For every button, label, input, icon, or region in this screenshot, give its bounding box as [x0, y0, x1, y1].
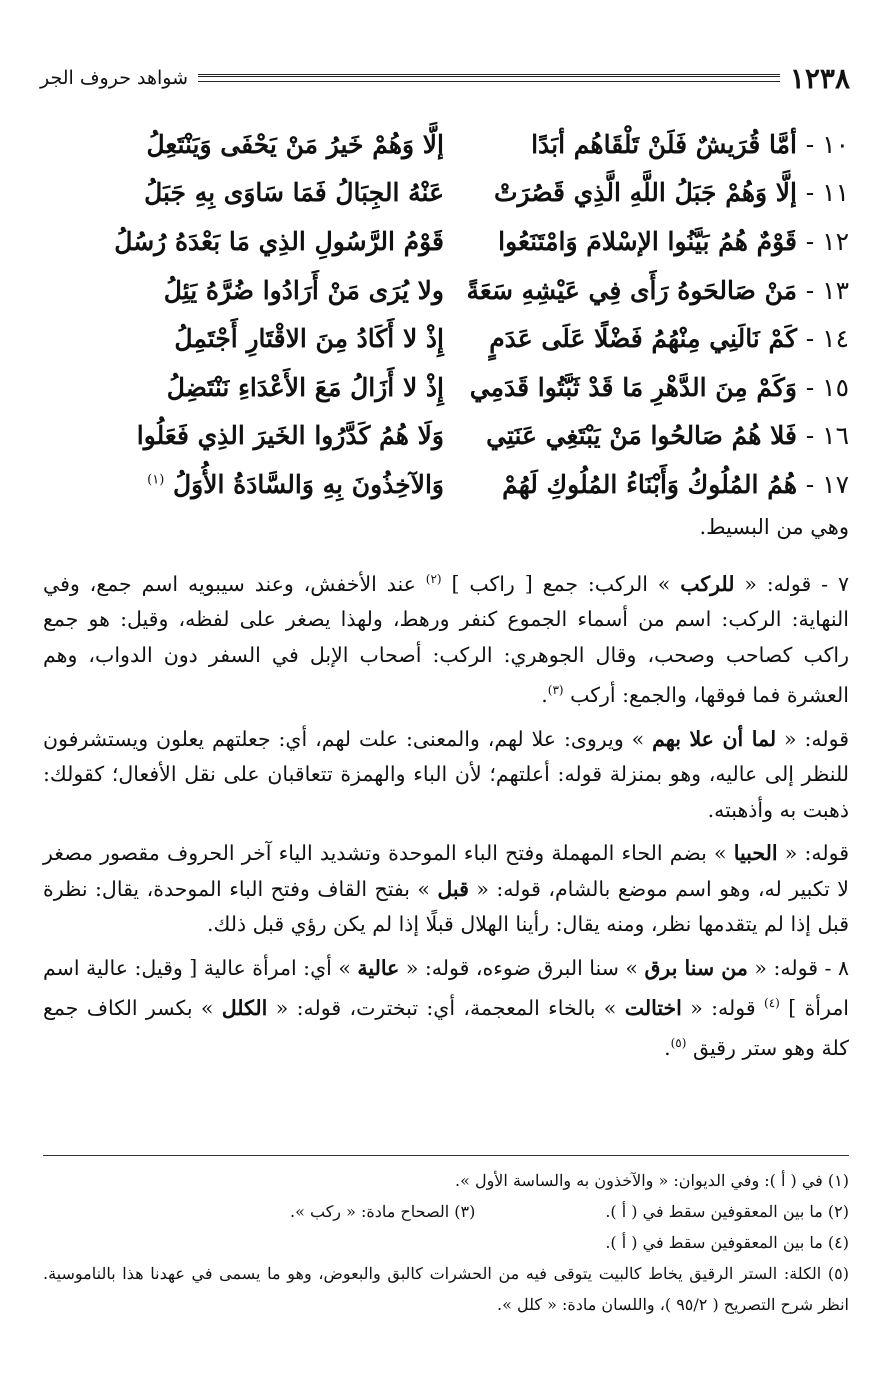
page-header: [40, 58, 850, 98]
header-rule: [198, 74, 780, 82]
footnote-3-text: (٣) الصحاح مادة: « ركب ».: [290, 1202, 476, 1221]
verse-second-text: قَوْمُ الرَّسُولِ الذِي مَا بَعْدَهُ رُسُلُ: [114, 226, 444, 256]
footnote-5: [43, 1258, 849, 1320]
verse-second-hemistich: [44, 130, 444, 159]
paragraph-text: قوله: «: [777, 841, 849, 866]
verse-line: [44, 120, 849, 169]
verse-number: ١٣ -: [805, 275, 849, 305]
verse-first-text: هُمُ المُلُوكُ وَأَبْنَاءُ المُلُوكِ لَهُمْ: [502, 469, 798, 499]
commentary-paragraph: [43, 562, 849, 714]
verse-first-hemistich: [459, 178, 849, 207]
paragraph-text: » بضم الحاء المهملة وفتح الباء الموحدة وتشديد الياء آخر الحروف مقصور مصغر لا تكبير له، وهو اسم موضع بالشام، قوله: «: [43, 841, 849, 901]
verse-first-hemistich: [459, 324, 849, 353]
paragraph-text: » سنا البرق ضوءه، قوله: «: [399, 955, 645, 980]
verse-first-hemistich: [459, 470, 849, 499]
verse-first-hemistich: [459, 276, 849, 305]
footnote-1-text: (١) في ( أ ): وفي الديوان: « والآخذون به والساسة الأول ».: [454, 1171, 849, 1190]
highlighted-term: قبل: [437, 876, 469, 901]
verse-line: [44, 217, 849, 266]
footnote-4: [43, 1227, 849, 1258]
verse-number: ١٧ -: [805, 469, 849, 499]
highlighted-term: لما أن علا بهم: [652, 726, 777, 751]
commentary-paragraph: [43, 951, 849, 1067]
highlighted-term: الحبيا: [733, 841, 778, 866]
verse-second-hemistich: [44, 373, 444, 402]
footnote-ref: (٢): [425, 572, 442, 586]
verse-number: ١٤ -: [805, 324, 849, 354]
verse-number: ١٠ -: [805, 129, 849, 159]
verse-line: [44, 266, 849, 315]
verse-second-hemistich: [44, 178, 444, 207]
verse-first-hemistich: [459, 227, 849, 256]
footnote-divider: [43, 1155, 849, 1156]
paragraph-text: ٨ - قوله: «: [747, 955, 849, 980]
highlighted-term: الكلل: [221, 995, 268, 1020]
verse-number: ١٥ -: [805, 372, 849, 402]
verse-second-text: ولا يُرَى مَنْ أَرَادُوا ضُرَّهُ يَئِلُ: [163, 275, 444, 305]
verse-line: [44, 460, 849, 509]
paragraph-text: قوله: «: [681, 995, 765, 1020]
paragraph-text: » بفتح القاف وفتح الباء الموحدة، يقال: نظرة قبل إذا لم يتقدمها نظر، ومنه يقال: رأينا الهلال قبلًا إذا لم يكن رؤي قبل ذلك.: [43, 876, 849, 937]
footnote-4-text: (٤) ما بين المعقوفين سقط في ( أ ).: [605, 1233, 849, 1252]
paragraph-text: » بالخاء المعجمة، أي: تبخترت، قوله: «: [267, 995, 625, 1020]
highlighted-term: من سنا برق: [644, 955, 748, 980]
poem-verses: [44, 120, 849, 509]
paragraph-text: » ويروى: علا لهم، والمعنى: علت لهم، أي: جعلتهم يعلون ويستشرفون للنظر إلى عاليه، وهو بمنزلة قوله: أعلتهم؛ لأن الباء والهمزة تتعاقبان على نقل الأفعال؛ كقولك: ذهبت به وأذهبته.: [43, 726, 849, 822]
highlighted-term: للركب: [680, 571, 735, 596]
paragraph-text: .: [541, 683, 548, 708]
footnote-marker: (١): [147, 472, 165, 488]
verse-first-hemistich: [459, 373, 849, 402]
footnote-5-text: (٥) الكلة: الستر الرقيق يخاط كالبيت يتوقى فيه من الحشرات كالبق والبعوض، وهو ما يسمى في عهدنا هذا بالناموسية. انظر شرح التصريح ( ٩٥/٢ )، واللسان مادة: « كلل ».: [43, 1264, 849, 1314]
verse-line: [44, 314, 849, 363]
highlighted-term: اختالت: [624, 995, 682, 1020]
paragraph-text: ٧ - قوله: «: [734, 571, 849, 596]
page-number: ١٢٣٨: [789, 61, 850, 95]
commentary-paragraph: [43, 836, 849, 943]
verse-first-text: إلَّا وَهُمْ جَبَلُ اللَّهِ الَّذِي قَصُرَتْ: [494, 178, 798, 208]
verse-second-hemistich: [44, 470, 444, 499]
commentary: [43, 562, 849, 1075]
verse-number: ١٢ -: [805, 226, 849, 256]
paragraph-text: .: [664, 1036, 671, 1061]
verse-second-hemistich: [44, 276, 444, 305]
paragraph-text: » أي: امرأة عالية [ وقيل: عالية اسم امرأة ]: [43, 955, 849, 1020]
verse-number: ١١ -: [805, 178, 849, 208]
verse-line: [44, 412, 849, 461]
highlighted-term: عالية: [357, 955, 400, 980]
footnote-ref: (٤): [764, 996, 780, 1011]
paragraph-text: » بكسر الكاف جمع كلة وهو ستر رقيق: [43, 995, 849, 1061]
meter-note: وهي من البسيط.: [699, 515, 849, 539]
footnotes: [43, 1165, 849, 1320]
paragraph-text: » الركب: جمع [ راكب ]: [441, 571, 681, 596]
footnote-row-2-3: [43, 1196, 849, 1227]
verse-first-text: أمَّا قُرَيشٌ فَلَنْ تَلْقَاهُم أبَدًا: [531, 129, 798, 159]
paragraph-text: عند الأخفش، وعند سيبويه اسم جمع، وفي النهاية: الركب: اسم من أسماء الجموع كنفر ورهط، ولهذا يصغر على لفظه، وقيل: هو جمع راكب كصاحب وصحب، وقال الجوهري: الركب: أصحاب الإبل في السفر دون الدواب، وهم العشرة فما فوقها، والجمع: أركب: [43, 571, 849, 708]
paragraph-text: قوله: «: [776, 726, 849, 751]
footnote-1: [43, 1165, 849, 1196]
verse-first-text: وَكَمْ مِنَ الدَّهْرِ مَا قَدْ ثَبَّتُوا قَدَمِي: [469, 372, 798, 402]
verse-second-text: عَنْهُ الجِبَالُ فَمَا سَاوَى بِهِ جَبَلُ: [144, 178, 444, 208]
verse-second-hemistich: [44, 227, 444, 256]
footnote-2-text: (٢) ما بين المعقوفين سقط في ( أ ).: [605, 1202, 849, 1221]
verse-first-text: فَلا هُمُ صَالحُوا مَنْ يَبْتَغِي عَنَتِي: [486, 421, 798, 451]
verse-first-text: كَمْ نَالَنِي مِنْهُمُ فَضْلًا عَلَى عَدَمٍ: [489, 324, 798, 354]
verse-first-hemistich: [459, 421, 849, 450]
verse-second-hemistich: [44, 324, 444, 353]
running-title: شواهد حروف الجر: [40, 67, 189, 89]
verse-second-hemistich: [44, 421, 444, 450]
commentary-paragraph: [43, 722, 849, 829]
footnote-ref: (٥): [670, 1036, 687, 1051]
verse-second-text: إِذْ لا أَكَادُ مِنَ الاقْتَارِ أَجْتَمِلُ: [174, 324, 444, 354]
verse-line: [44, 363, 849, 412]
verse-second-text: إلَّا وَهُمْ خَيرُ مَنْ يَحْفَى وَيَنْتَعِلُ: [146, 129, 444, 159]
verse-line: [44, 169, 849, 218]
footnote-ref: (٣): [547, 683, 564, 698]
verse-second-text: وَلَا هُمُ كَدَّرُوا الخَيرَ الذِي فَعَلُوا: [136, 421, 444, 451]
verse-second-text: إِذْ لا أَزَالُ مَعَ الأَعْدَاءِ نَنْتَضِلُ: [166, 372, 444, 402]
verse-first-text: مَنْ صَالحَوهُ رَأَى فِي عَيْشِهِ سَعَةً: [466, 275, 798, 305]
verse-first-hemistich: [459, 130, 849, 159]
verse-second-text: وَالآخِذُونَ بِهِ وَالسَّادَةُ الأُوَلُ: [173, 469, 444, 499]
verse-first-text: قَوْمٌ هُمُ بَيَّنُوا الإسْلامَ وَامْتَنَعُوا: [498, 226, 798, 256]
verse-number: ١٦ -: [805, 421, 849, 451]
